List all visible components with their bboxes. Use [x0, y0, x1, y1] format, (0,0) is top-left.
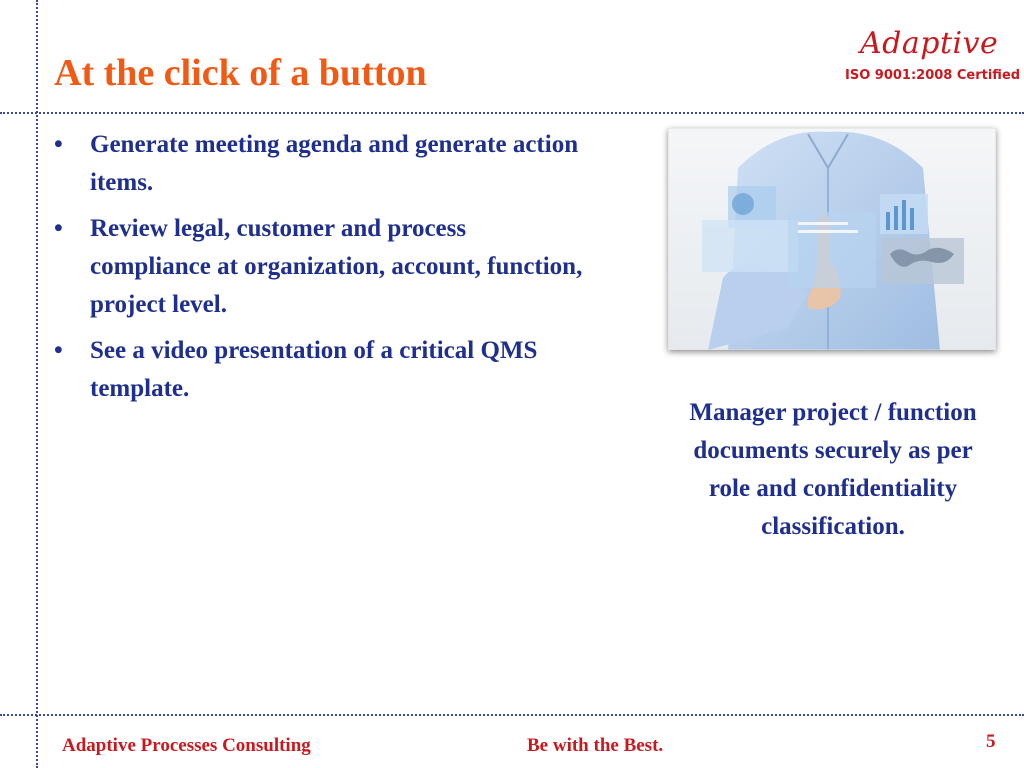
footer-company: Adaptive Processes Consulting [62, 735, 311, 756]
logo-certification: ISO 9001:2008 Certified [845, 68, 1021, 83]
left-dotted-rule [36, 0, 38, 768]
touchscreen-photo [668, 128, 996, 350]
image-caption: Manager project / function documents securely as per role and confidentiality classification. [689, 399, 977, 540]
bullet-dot: • [54, 215, 63, 242]
bullet-text: Review legal, customer and process compliance at organization, account, function, project level. [90, 215, 583, 318]
bullet-text: See a video presentation of a critical QMS template. [90, 337, 538, 402]
slide-title: At the click of a button [54, 52, 427, 94]
bullet-item [52, 210, 592, 324]
bottom-dotted-rule [0, 714, 1024, 716]
bullet-list [52, 126, 592, 416]
bullet-text: Generate meeting agenda and generate action items. [90, 131, 579, 196]
adaptive-logo [840, 26, 1021, 92]
top-dotted-rule [0, 112, 1024, 114]
logo-wordmark: Adaptive [860, 26, 999, 61]
bullet-item [52, 332, 592, 408]
bullet-dot: • [54, 337, 63, 364]
footer-tagline: Be with the Best. [527, 735, 664, 756]
touchscreen-illustration [668, 128, 996, 350]
page-number: 5 [986, 731, 996, 752]
bullet-item [52, 126, 592, 202]
bullet-dot: • [54, 131, 63, 158]
